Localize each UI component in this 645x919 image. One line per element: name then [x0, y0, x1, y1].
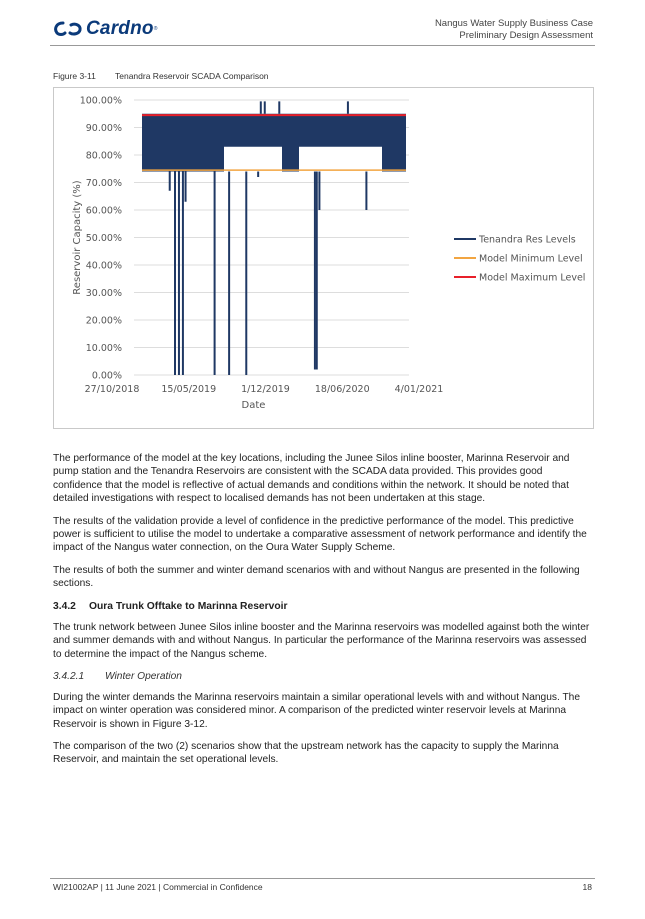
figure-number: Figure 3-11: [53, 71, 96, 81]
paragraph-scenario-comparison: The comparison of the two (2) scenarios show that the upstream network has the capacity to supply the Marinna Reservoir, and maintain the set operational levels.: [53, 740, 559, 766]
x-tick-label: 18/06/2020: [314, 384, 370, 395]
x-tick-label: 1/12/2019: [241, 384, 290, 395]
y-tick-label: 10.00%: [85, 343, 122, 354]
paragraph-winter-demands: During the winter demands the Marinna reservoirs maintain a similar operational levels with and without Nangus. The impact on winter operation was considered minor. A comparison of the predicted winter reservoir levels at Marinna Reservoir is shown in Figure 3-12.: [53, 691, 580, 730]
legend-label: Tenandra Res Levels: [479, 234, 576, 246]
figure-caption: [53, 71, 269, 81]
scada-chart: [54, 88, 593, 428]
figure-title: Tenandra Reservoir SCADA Comparison: [115, 71, 269, 81]
section-heading: [53, 600, 593, 613]
y-tick-label: 30.00%: [85, 288, 122, 299]
logo-text: Cardno: [86, 18, 154, 39]
x-tick-label: 27/10/2018: [84, 384, 140, 395]
document-title-line2: Preliminary Design Assessment: [459, 30, 593, 41]
y-tick-label: 40.00%: [85, 260, 122, 272]
header-divider: [50, 45, 595, 46]
y-tick-label: 90.00%: [85, 123, 122, 134]
logo-registered-mark: ®: [153, 26, 158, 32]
chart-frame: [53, 87, 594, 429]
x-tick-label: 4/01/2021: [394, 384, 444, 395]
paragraph-results-intro: The results of both the summer and winter demand scenarios with and without Nangus are presented in the following sections.: [53, 564, 580, 590]
cardno-swoosh-icon: [53, 21, 83, 37]
cardno-logo: [53, 18, 157, 40]
footer-divider: [50, 878, 595, 879]
y-tick-label: 0.00%: [91, 370, 122, 382]
y-tick-label: 50.00%: [85, 233, 122, 244]
y-tick-label: 60.00%: [85, 205, 122, 217]
x-tick-label: 15/05/2019: [161, 384, 217, 395]
section-number: 3.4.2: [53, 600, 76, 612]
subsection-heading: [53, 670, 593, 683]
y-tick-label: 100.00%: [79, 95, 122, 107]
y-axis-label: Reservoir Capacity (%): [72, 180, 83, 295]
subsection-title: Winter Operation: [105, 671, 182, 683]
levels-gap: [224, 147, 282, 172]
paragraph-trunk-network: The trunk network between Junee Silos inline booster and the Marinna reservoirs was modelled against both the winter and summer demands with and without Nangus. In particular the performance of the Marinna reservoirs was assessed to determine the impact of the Nangus scheme.: [53, 622, 590, 660]
legend-label: Model Minimum Level: [479, 253, 583, 265]
footer-reference: WI21002AP | 11 June 2021 | Commercial in Confidence: [53, 882, 263, 892]
section-title: Oura Trunk Offtake to Marinna Reservoir: [89, 600, 288, 612]
y-tick-label: 20.00%: [85, 315, 122, 327]
y-tick-label: 80.00%: [85, 150, 122, 162]
legend-label: Model Maximum Level: [479, 272, 586, 284]
subsection-number: 3.4.2.1: [53, 671, 85, 683]
body-content: [53, 452, 593, 776]
page-number: 18: [582, 882, 592, 892]
paragraph-validation: The results of the validation provide a level of confidence in the predictive performance of the model. This predictive power is sufficient to utilise the model to undertake a comparative assessment of network performance and identify the impact of the Nangus water connection, on the Oura Water Supply Scheme.: [53, 515, 587, 554]
levels-gap: [299, 147, 382, 172]
paragraph-model-performance: The performance of the model at the key locations, including the Junee Silos inline booster, Marinna Reservoir and pump station and the Tenandra Reservoirs are consistent with the SCADA data provided. This provides good confidence that the model is reflective of actual demands and conditions within the network. It should be noted that detailed investigations with respect to localised demands has not been undertaken at this stage.: [53, 453, 570, 505]
y-tick-label: 70.00%: [85, 178, 122, 189]
document-title-line1: Nangus Water Supply Business Case: [434, 18, 593, 29]
x-axis-label: Date: [241, 400, 266, 411]
document-title: [435, 18, 593, 42]
